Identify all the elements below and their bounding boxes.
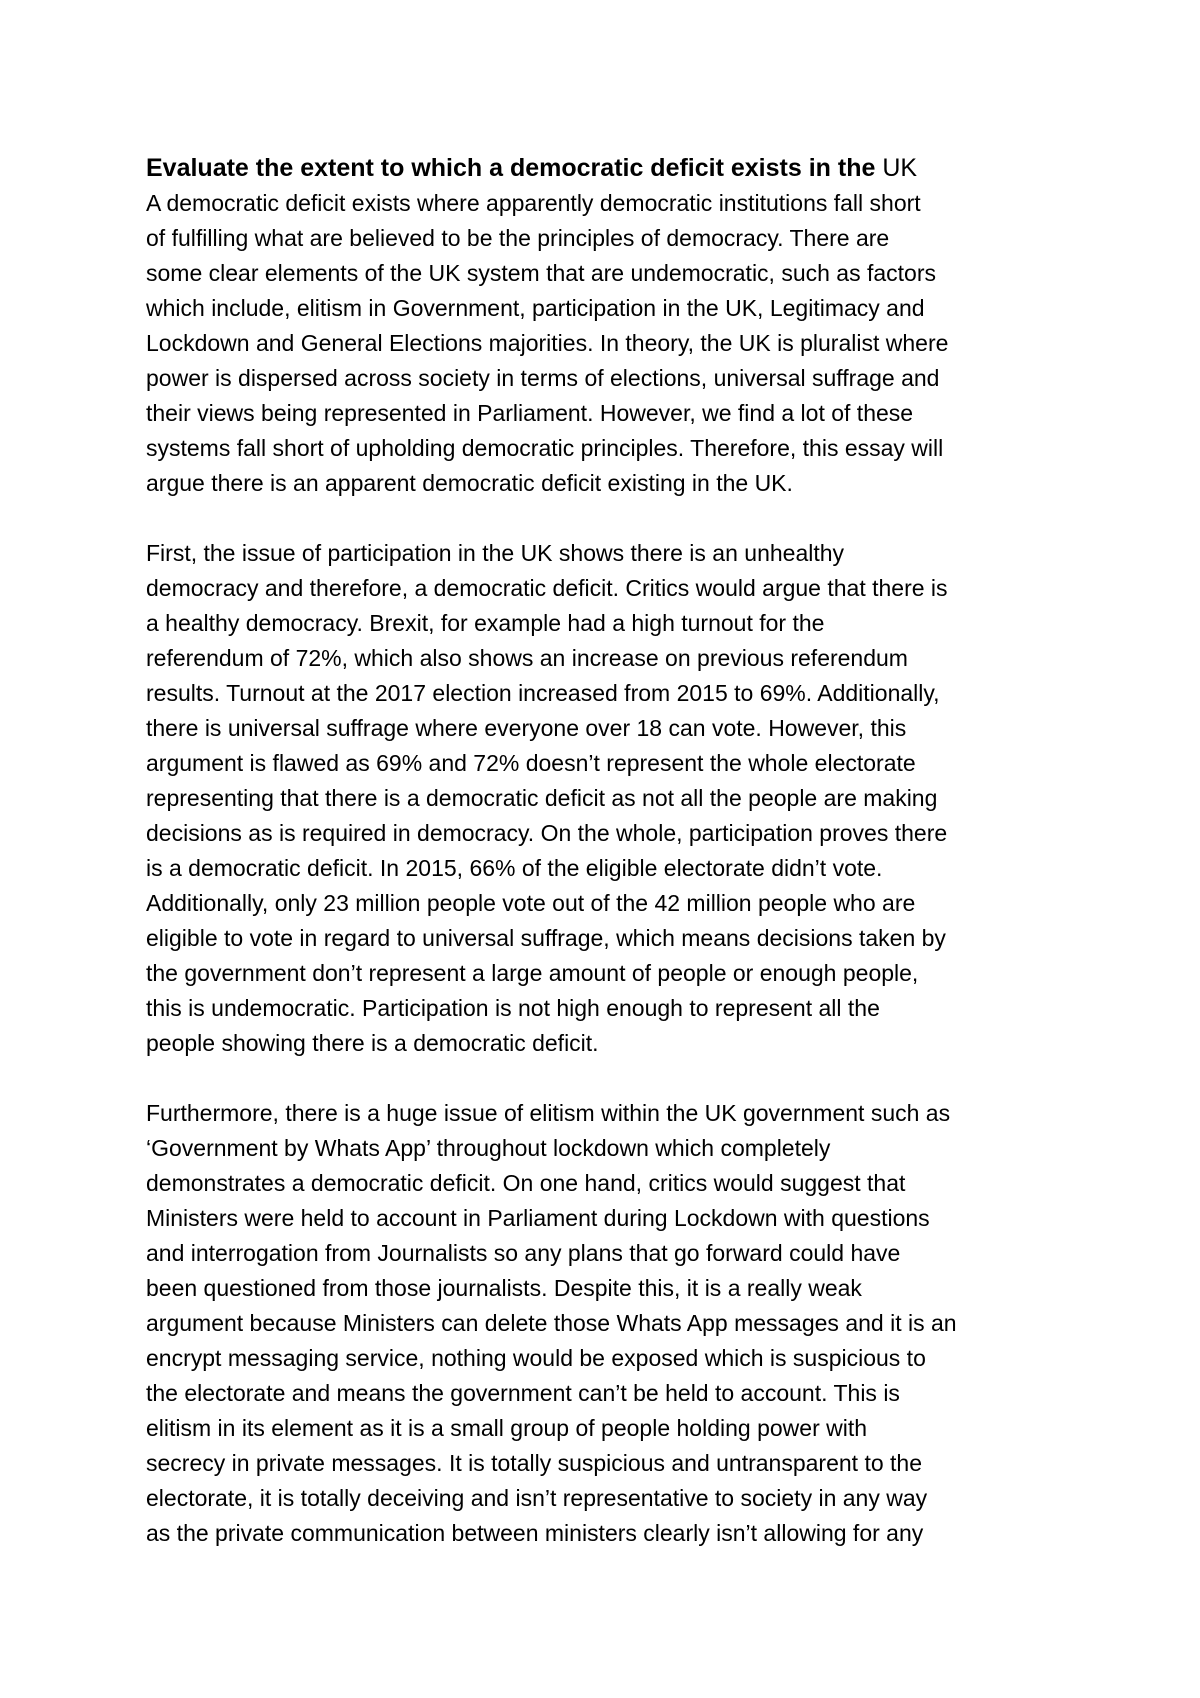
text-line: there is universal suffrage where everyone over 18 can vote. However, this bbox=[146, 715, 907, 741]
paragraph-gap bbox=[146, 501, 1086, 536]
text-line: encrypt messaging service, nothing would be exposed which is suspicious to bbox=[146, 1345, 926, 1371]
text-line: elitism in its element as it is a small group of people holding power with bbox=[146, 1415, 868, 1441]
text-line: been questioned from those journalists. Despite this, it is a really weak bbox=[146, 1275, 862, 1301]
document-body bbox=[146, 150, 1086, 1551]
essay-title-bold: Evaluate the extent to which a democratic deficit exists in the bbox=[146, 154, 876, 182]
text-line: the government don’t represent a large amount of people or enough people, bbox=[146, 960, 919, 986]
text-line: secrecy in private messages. It is totally suspicious and untransparent to the bbox=[146, 1450, 923, 1476]
text-line: the electorate and means the government can’t be held to account. This is bbox=[146, 1380, 900, 1406]
text-line: ‘Government by Whats App’ throughout lockdown which completely bbox=[146, 1135, 831, 1161]
text-line: their views being represented in Parliament. However, we find a lot of these bbox=[146, 400, 914, 426]
essay-paragraph-3 bbox=[146, 1096, 1086, 1551]
text-line: systems fall short of upholding democratic principles. Therefore, this essay will bbox=[146, 435, 944, 461]
essay-paragraphs bbox=[146, 186, 1086, 1551]
text-line: decisions as is required in democracy. On the whole, participation proves there bbox=[146, 820, 948, 846]
text-line: demonstrates a democratic deficit. On one hand, critics would suggest that bbox=[146, 1170, 906, 1196]
text-line: Furthermore, there is a huge issue of elitism within the UK government such as bbox=[146, 1100, 951, 1126]
text-line: democracy and therefore, a democratic deficit. Critics would argue that there is bbox=[146, 575, 948, 601]
text-line: argue there is an apparent democratic deficit existing in the UK. bbox=[146, 470, 793, 496]
text-line: a healthy democracy. Brexit, for example had a high turnout for the bbox=[146, 610, 825, 636]
essay-title bbox=[146, 150, 1086, 186]
text-line: referendum of 72%, which also shows an increase on previous referendum bbox=[146, 645, 908, 671]
text-line: argument because Ministers can delete those Whats App messages and it is an bbox=[146, 1310, 957, 1336]
essay-title-rest: UK bbox=[882, 154, 918, 182]
text-line: people showing there is a democratic deficit. bbox=[146, 1030, 599, 1056]
text-line: is a democratic deficit. In 2015, 66% of the eligible electorate didn’t vote. bbox=[146, 855, 883, 881]
text-line: A democratic deficit exists where apparently democratic institutions fall short bbox=[146, 190, 921, 216]
text-line: this is undemocratic. Participation is not high enough to represent all the bbox=[146, 995, 880, 1021]
text-line: Ministers were held to account in Parliament during Lockdown with questions bbox=[146, 1205, 930, 1231]
paragraph-gap bbox=[146, 1061, 1086, 1096]
essay-paragraph-2 bbox=[146, 536, 1086, 1061]
text-line: results. Turnout at the 2017 election increased from 2015 to 69%. Additionally, bbox=[146, 680, 940, 706]
text-line: Additionally, only 23 million people vote out of the 42 million people who are bbox=[146, 890, 916, 916]
text-line: electorate, it is totally deceiving and isn’t representative to society in any way bbox=[146, 1485, 928, 1511]
text-line: power is dispersed across society in terms of elections, universal suffrage and bbox=[146, 365, 940, 391]
text-line: which include, elitism in Government, participation in the UK, Legitimacy and bbox=[146, 295, 925, 321]
text-line: some clear elements of the UK system that are undemocratic, such as factors bbox=[146, 260, 937, 286]
text-line: argument is flawed as 69% and 72% doesn’t represent the whole electorate bbox=[146, 750, 916, 776]
text-line: First, the issue of participation in the UK shows there is an unhealthy bbox=[146, 540, 845, 566]
essay-paragraph-1 bbox=[146, 186, 1086, 501]
text-line: eligible to vote in regard to universal suffrage, which means decisions taken by bbox=[146, 925, 946, 951]
text-line: of fulfilling what are believed to be the principles of democracy. There are bbox=[146, 225, 890, 251]
text-line: Lockdown and General Elections majorities. In theory, the UK is pluralist where bbox=[146, 330, 949, 356]
text-line: representing that there is a democratic deficit as not all the people are making bbox=[146, 785, 938, 811]
text-line: and interrogation from Journalists so any plans that go forward could have bbox=[146, 1240, 901, 1266]
text-line: as the private communication between ministers clearly isn’t allowing for any bbox=[146, 1520, 924, 1546]
